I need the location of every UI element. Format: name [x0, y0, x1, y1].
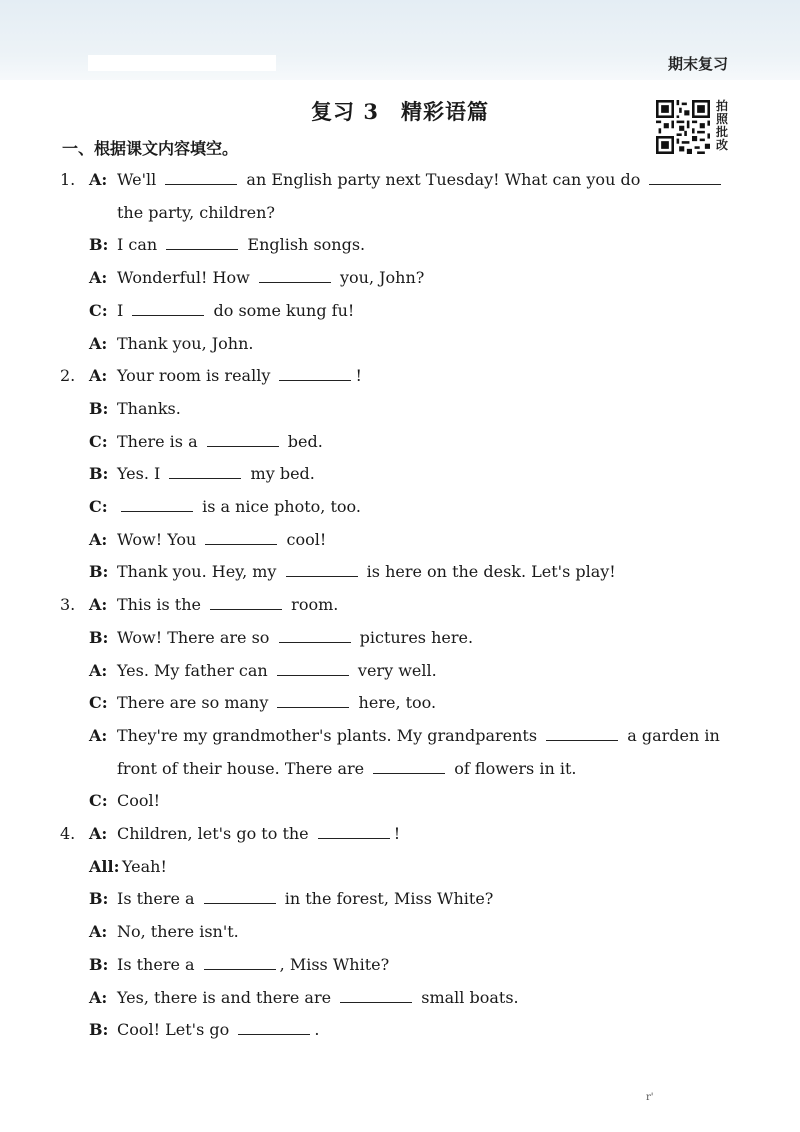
dialogue-text: Is there a , Miss White? [117, 954, 390, 974]
dialogue-text: This is the room. [117, 595, 339, 615]
dialogue-text: I can English songs. [117, 235, 366, 255]
answer-blank[interactable] [279, 628, 351, 643]
answer-blank[interactable] [207, 432, 279, 447]
dialogue-text: No, there isn't. [117, 922, 239, 942]
answer-blank[interactable] [340, 988, 412, 1003]
dialogue-text: Cool! [117, 791, 161, 811]
speaker-label: A: [89, 529, 108, 549]
speaker-label: A: [89, 824, 108, 843]
answer-blank[interactable] [259, 268, 331, 283]
answer-blank[interactable] [649, 170, 721, 185]
answer-blank[interactable] [166, 235, 238, 250]
answer-blank[interactable] [165, 170, 237, 185]
dialogue-text: Yeah! [122, 856, 167, 876]
dialogue-text: Yes. My father can very well. [117, 660, 437, 680]
speaker-label: C: [89, 431, 108, 451]
dialogue-text: I do some kung fu! [117, 300, 355, 320]
speaker-label: B: [89, 398, 109, 418]
dialogue-text: Wow! You cool! [117, 529, 327, 549]
dialogue-text: Thank you. Hey, my is here on the desk. Let's play! [117, 562, 616, 582]
speaker-label: B: [89, 627, 109, 647]
instruction-heading: 一、根据课文内容填空。 [62, 139, 239, 158]
answer-blank[interactable] [373, 759, 445, 774]
speaker-label: C: [89, 300, 108, 320]
dialogue-text: Wonderful! How you, John? [117, 268, 425, 288]
header-mask [88, 55, 276, 71]
speaker-label: B: [89, 1020, 109, 1040]
answer-blank[interactable] [204, 955, 276, 970]
dialogue-text: Yes. I my bed. [117, 464, 315, 484]
dialogue-text: There is a bed. [117, 431, 323, 451]
speaker-label: B: [89, 235, 109, 255]
dialogue-text: is a nice photo, too. [117, 497, 361, 517]
dialogue-text: Children, let's go to the ! [117, 824, 401, 843]
answer-blank[interactable] [169, 464, 241, 479]
speaker-label: A: [89, 268, 108, 288]
speaker-label: C: [89, 693, 108, 713]
answer-blank[interactable] [210, 595, 282, 610]
dialogue-text: Wow! There are so pictures here. [117, 627, 474, 647]
page-title: 复习 3 精彩语篇 [311, 99, 489, 124]
dialogue-text: Thanks. [117, 398, 181, 418]
speaker-label: A: [89, 725, 108, 745]
speaker-label: A: [89, 660, 108, 680]
speaker-label: A: [89, 170, 108, 189]
answer-blank[interactable] [279, 366, 351, 381]
qr-caption [714, 100, 730, 152]
speaker-label: A: [89, 333, 108, 353]
qr-caption-char: 改 [715, 138, 728, 152]
question-number: 2. [60, 366, 76, 386]
dialogue-text: Yes, there is and there are small boats. [117, 987, 519, 1007]
dialogue-continuation: front of their house. There are of flowers in it. [117, 758, 577, 778]
dialogue-text: Your room is really ! [117, 366, 362, 386]
dialogue-text: Thank you, John. [117, 333, 254, 353]
speaker-label: B: [89, 954, 109, 974]
answer-blank[interactable] [238, 1020, 310, 1035]
answer-blank[interactable] [121, 497, 193, 512]
qr-caption-char: 拍 [715, 99, 728, 113]
speaker-label: A: [89, 595, 108, 615]
speaker-label: A: [89, 922, 108, 942]
footer-mark: r' [646, 1092, 654, 1103]
speaker-label: A: [89, 366, 108, 386]
answer-blank[interactable] [318, 824, 390, 839]
dialogue-text: Cool! Let's go . [117, 1020, 320, 1040]
dialogue-text: Is there a in the forest, Miss White? [117, 889, 494, 909]
speaker-label: B: [89, 562, 109, 582]
answer-blank[interactable] [277, 693, 349, 708]
answer-blank[interactable] [204, 889, 276, 904]
qr-caption-char: 批 [715, 125, 728, 139]
speaker-label: A: [89, 987, 108, 1007]
speaker-label: C: [89, 497, 108, 516]
qr-caption-char: 照 [715, 112, 728, 126]
speaker-label: B: [89, 464, 109, 484]
dialogue-text: They're my grandmother's plants. My grandparents a garden in [117, 725, 720, 745]
section-label: 期末复习 [667, 55, 728, 73]
speaker-label: C: [89, 791, 108, 811]
question-number: 3. [60, 595, 76, 615]
answer-blank[interactable] [286, 562, 358, 577]
dialogue-text: We'll an English party next Tuesday! What can you do [117, 170, 725, 190]
dialogue-continuation: the party, children? [117, 202, 275, 222]
qr-code-icon[interactable] [656, 100, 710, 154]
answer-blank[interactable] [546, 726, 618, 741]
answer-blank[interactable] [277, 661, 349, 676]
speaker-label: All: [89, 856, 120, 876]
answer-blank[interactable] [132, 301, 204, 316]
answer-blank[interactable] [205, 530, 277, 545]
speaker-label: B: [89, 889, 109, 909]
question-number: 4. [60, 824, 76, 843]
dialogue-text: There are so many here, too. [117, 693, 437, 713]
question-number: 1. [60, 170, 76, 189]
